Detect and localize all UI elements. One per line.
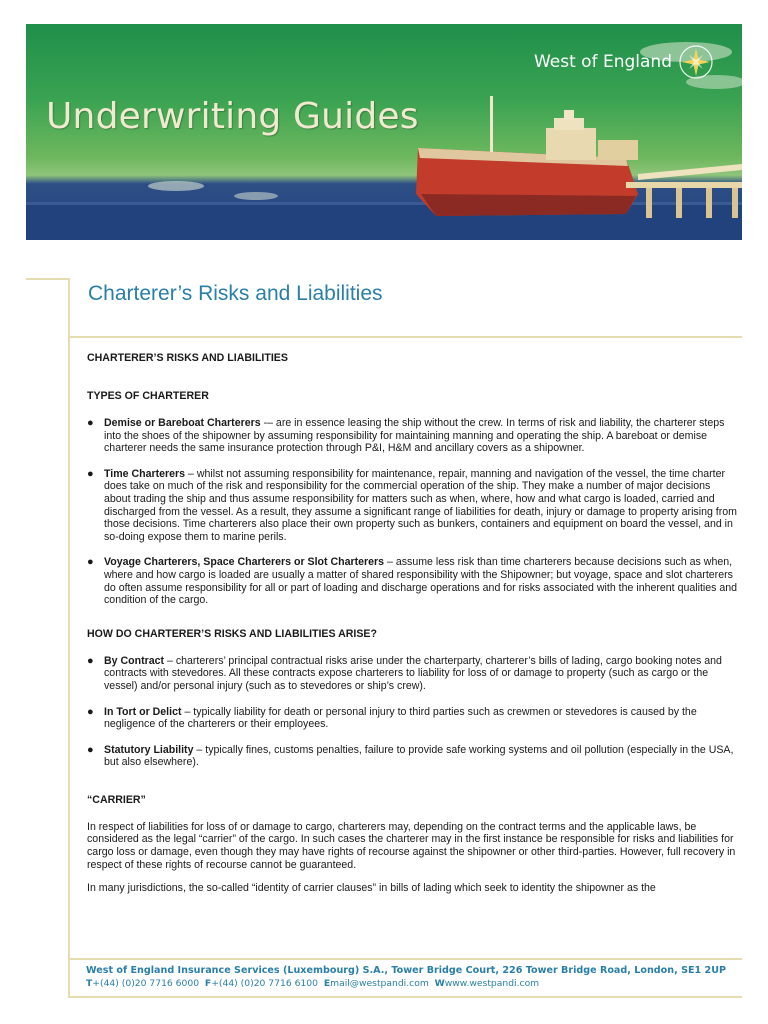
carrier-paragraph: In respect of liabilities for loss of or damage to cargo, charterers may, depending on the contract terms and the applicable laws, be considered as the legal “carrier” of the cargo. In such cases the charterer may in the first instance be responsible for risks and liabilities for cargo loss or damage, even though they may have rights of recourse against the shipowner or other third-parties. However, full recovery in respect of these rights of recourse cannot be guaranteed. <box>87 820 736 871</box>
compass-star-icon <box>676 42 716 82</box>
types-list <box>87 417 739 607</box>
header-banner <box>26 24 742 240</box>
item-term: By Contract <box>104 654 165 667</box>
types-heading: TYPES OF CHARTERER <box>87 390 209 402</box>
carrier-heading: “CARRIER” <box>87 793 146 806</box>
item-text: – whilst not assuming responsibility for maintenance, repair, manning and navigation of the vessel, the time charter does take on much of the risk and responsibility for the commercial operation of the ship. They make a number of major decisions about trading the ship and thus assume responsibility for matters such as when, where, how and what cargo is loaded, carried and discharged from the vessel. As a result, they assume a significant range of liabilities for death, injury or damage to property arising from those decisions. Time charterers also place their own property such as bunkers, containers and equipment on board the vessel, and in so-doing expose them to marine perils. <box>104 467 737 543</box>
bullet-dot-icon: ● <box>87 743 94 756</box>
item-term: In Tort or Delict <box>104 705 182 718</box>
item-term: Time Charterers <box>104 467 186 480</box>
document-body <box>87 352 739 895</box>
arise-list <box>87 655 739 769</box>
title-divider <box>68 336 742 338</box>
list-item <box>87 706 739 731</box>
footer-address: West of England Insurance Services (Luxembourg) S.A., Tower Bridge Court, 226 Tower Bridge Road, London, SE1 2UP <box>86 965 727 976</box>
bullet-dot-icon: ● <box>87 654 94 667</box>
footer-divider-top <box>68 958 742 960</box>
bullet-dot-icon: ● <box>87 556 94 569</box>
list-item <box>87 417 739 455</box>
item-text: – charterers’ principal contractual risks arise under the charterparty, charterer’s bills of lading, cargo booking notes and contracts with stevedores. All these contracts expose charterers to liability for loss of or damage to property (such as cargo or the vessel) and/or personal injury (such as to stevedores or ship’s crew). <box>104 654 722 692</box>
bullet-dot-icon: ● <box>87 467 94 480</box>
banner-title: Underwriting Guides <box>46 96 419 137</box>
item-term: Statutory Liability <box>104 743 194 756</box>
phone-value: +(44) (0)20 7716 6000 <box>92 978 200 989</box>
list-item <box>87 744 739 769</box>
item-term: Demise or Bareboat Charterers <box>104 417 261 429</box>
web-label: W <box>434 978 445 989</box>
email-label: E <box>323 978 331 989</box>
email-link[interactable]: mail@westpandi.com <box>330 978 429 989</box>
list-item <box>87 556 739 606</box>
item-text: – typically fines, customs penalties, failure to provide safe working systems and oil pollution (especially in the USA, but also elsewhere). <box>104 743 734 769</box>
footer <box>86 964 742 990</box>
frame-vertical-line <box>68 278 70 996</box>
item-term: Voyage Charterers, Space Charterers or Slot Charterers <box>104 556 385 569</box>
frame-tick <box>26 278 70 280</box>
web-link[interactable]: www.westpandi.com <box>444 978 540 989</box>
bullet-dot-icon: ● <box>87 417 94 429</box>
page-title: Charterer’s Risks and Liabilities <box>88 282 383 305</box>
item-text: – typically liability for death or personal injury to third parties such as crewmen or stevedores is caused by the negligence of the charterers or their employees. <box>104 705 697 731</box>
main-heading: CHARTERER’S RISKS AND LIABILITIES <box>87 352 288 364</box>
item-text: -– are in essence leasing the ship without the crew. In terms of risk and liability, the charterer steps into the shoes of the shipowner by assuming responsibility for maintaining manning and operating the ship. A bareboat or demise charterer needs the same insurance protection through P&I, H&M and ancillary covers as a shipowner. <box>104 417 725 455</box>
footer-divider-bottom <box>68 996 742 998</box>
brand-name: West of England <box>533 52 672 72</box>
footer-contact <box>86 977 742 990</box>
fax-label: F <box>204 978 212 989</box>
arise-heading: HOW DO CHARTERER’S RISKS AND LIABILITIES ARISE? <box>87 627 377 640</box>
list-item <box>87 655 739 693</box>
list-item <box>87 468 739 544</box>
phone-label: T <box>86 978 93 989</box>
fax-value: +(44) (0)20 7716 6100 <box>211 978 318 989</box>
carrier-paragraph: In many jurisdictions, the so-called “identity of carrier clauses” in bills of lading which seek to identity the shipowner as the <box>87 882 656 895</box>
bullet-dot-icon: ● <box>87 705 94 718</box>
item-text: – assume less risk than time charterers because decisions such as when, where and how cargo is loaded are usually a matter of shared responsibility with the Shipowner; but voyage, space and slot charterers do often assume responsibility for all or part of loading and discharge operations and for risks associated with the inherent qualities and condition of the cargo. <box>104 556 738 607</box>
